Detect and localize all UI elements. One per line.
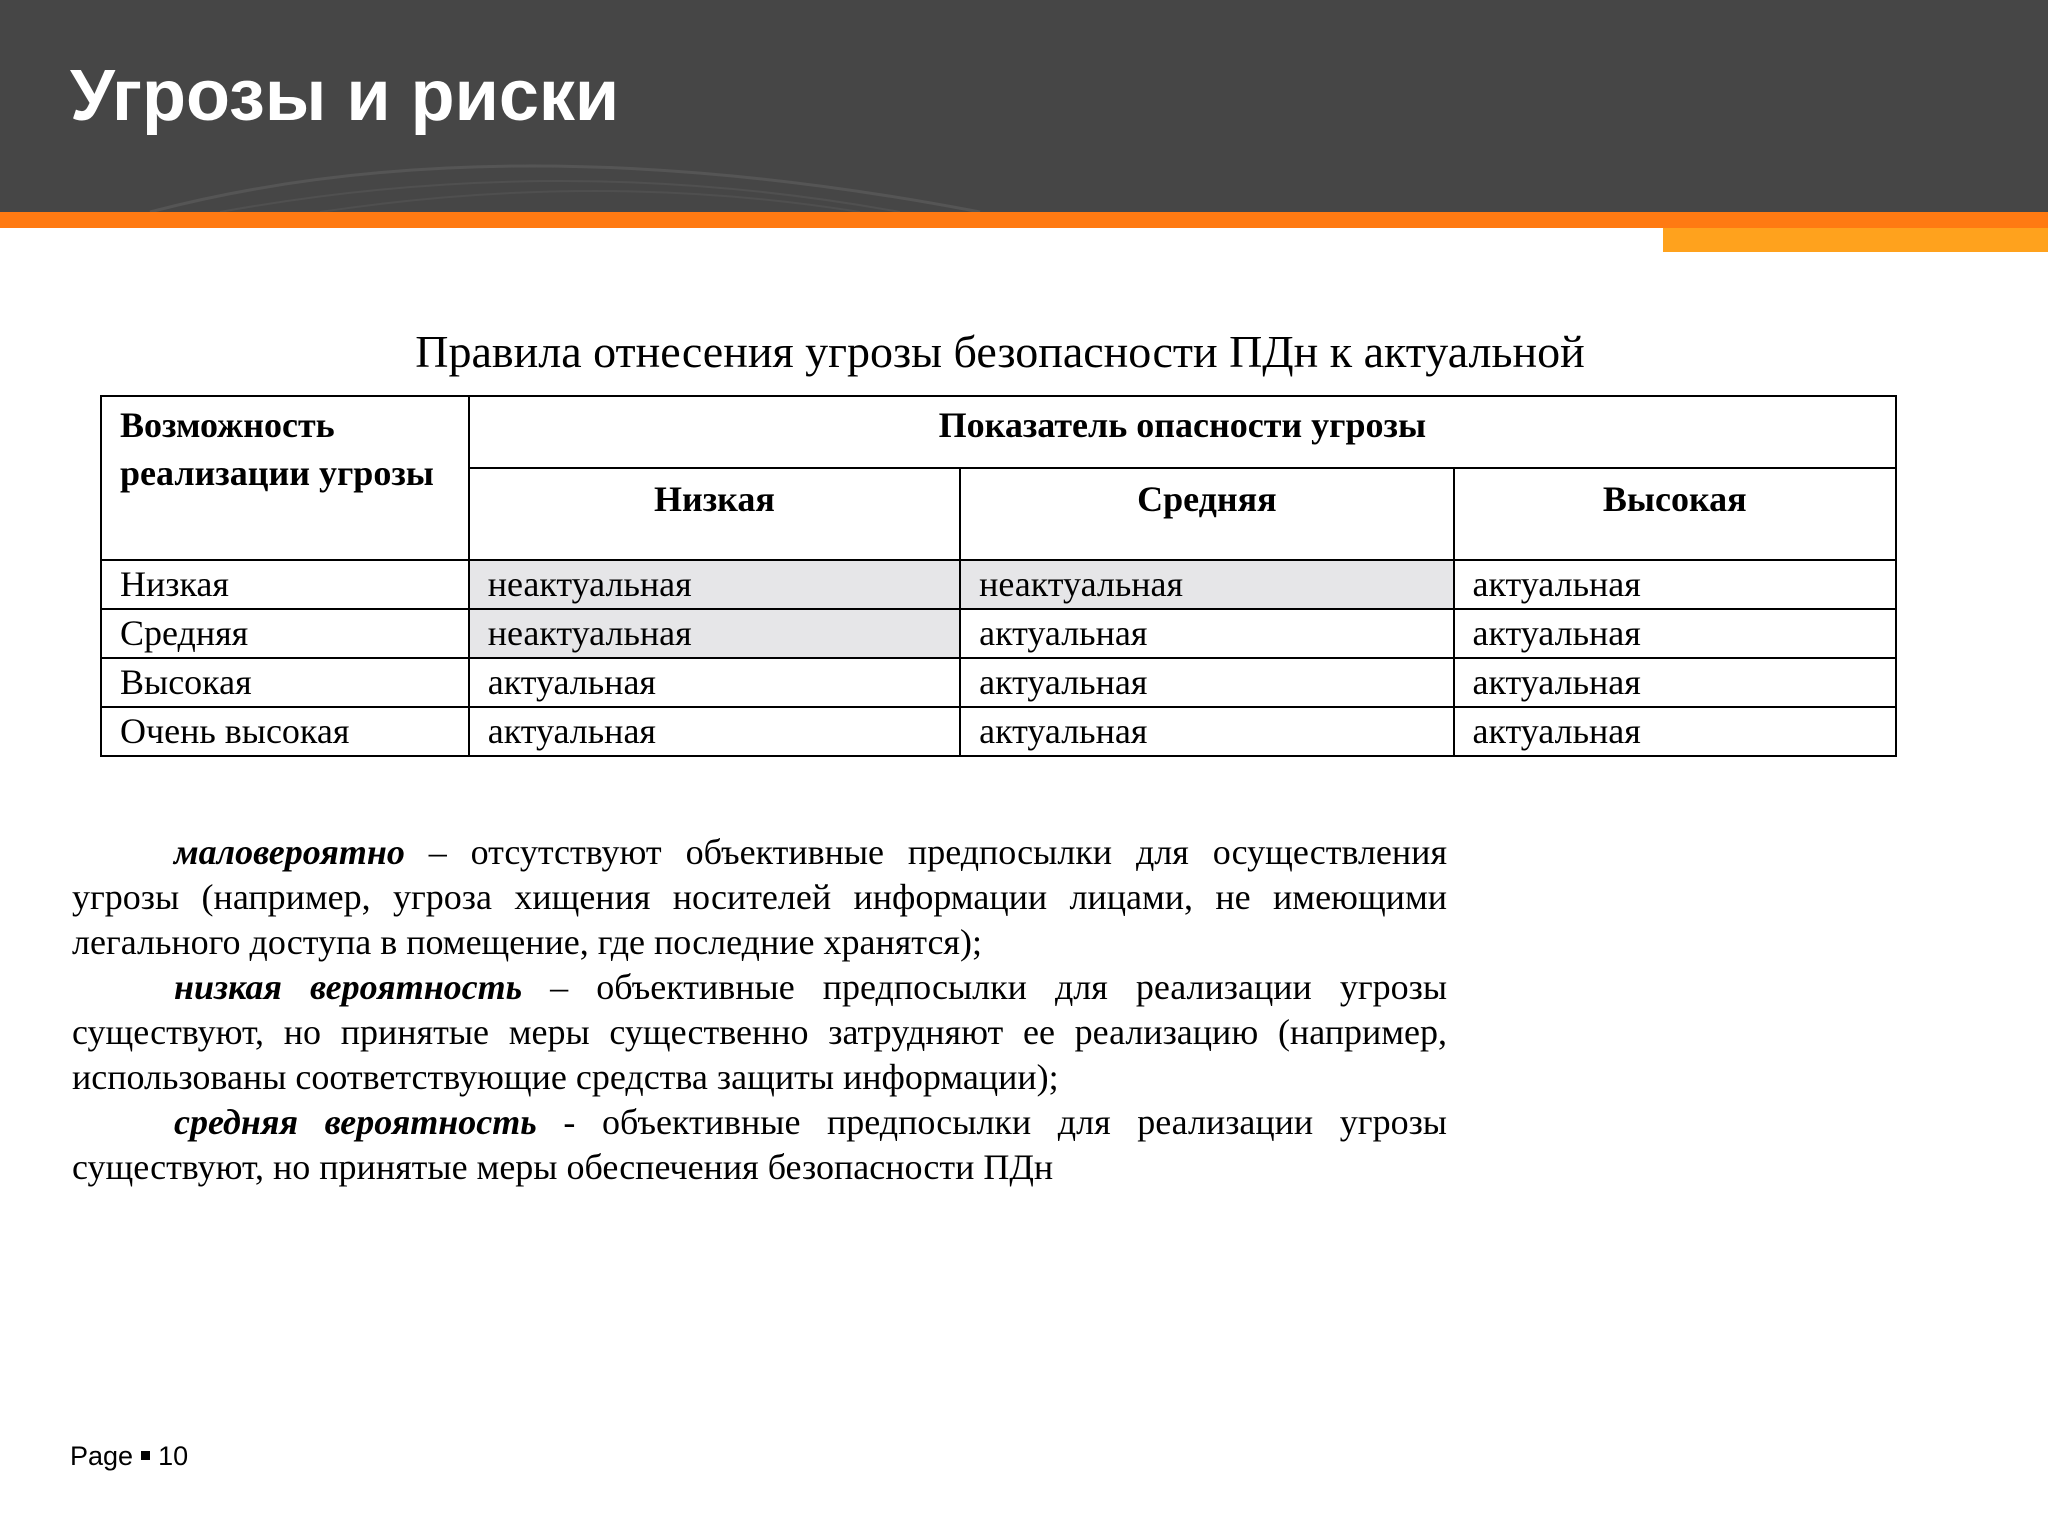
table-caption: Правила отнесения угрозы безопасности ПДн к актуальной	[415, 326, 1585, 377]
threat-relevance-table	[100, 395, 1897, 757]
table-row	[101, 609, 1896, 658]
row-label: Очень высокая	[101, 707, 469, 756]
table-cell: актуальная	[1454, 560, 1896, 609]
page-label: Page	[70, 1441, 134, 1471]
page-footer	[70, 1438, 188, 1474]
group-header: Показатель опасности угрозы	[469, 396, 1896, 468]
definition-paragraph	[72, 1100, 1447, 1190]
table-row	[101, 658, 1896, 707]
table-row	[101, 707, 1896, 756]
definition-body: - объективные предпосылки для реализации угрозы существуют, но принятые меры обеспечения безопасности ПДн	[72, 1102, 1447, 1187]
yellow-accent-block	[1663, 228, 2048, 252]
orange-accent-bar	[0, 212, 2048, 228]
row-label: Средняя	[101, 609, 469, 658]
definition-paragraph	[72, 965, 1447, 1100]
table-row	[101, 560, 1896, 609]
table-header-row-1	[101, 396, 1896, 468]
table-cell: актуальная	[960, 609, 1453, 658]
table-cell: актуальная	[960, 658, 1453, 707]
table-cell: неактуальная	[469, 609, 960, 658]
table-cell: актуальная	[960, 707, 1453, 756]
page-number: 10	[158, 1441, 189, 1471]
definition-body: – объективные предпосылки для реализации угрозы существуют, но принятые меры существенно затрудняют ее реализацию (например, использованы соответствующие средства защиты информации);	[72, 967, 1448, 1097]
row-label: Низкая	[101, 560, 469, 609]
table-cell: неактуальная	[469, 560, 960, 609]
slide-title: Угрозы и риски	[70, 56, 620, 136]
table-cell: актуальная	[1454, 658, 1896, 707]
table-cell: актуальная	[1454, 707, 1896, 756]
definition-term: низкая вероятность	[174, 967, 523, 1007]
header-band	[0, 0, 2048, 212]
table-cell: актуальная	[469, 707, 960, 756]
table-cell: неактуальная	[960, 560, 1453, 609]
definition-term: маловероятно	[174, 832, 405, 872]
table-cell: актуальная	[469, 658, 960, 707]
table-caption-container	[100, 322, 2000, 382]
row-label: Высокая	[101, 658, 469, 707]
bullet-square-icon	[141, 1451, 150, 1460]
column-header: Низкая	[469, 468, 960, 560]
table-cell: актуальная	[1454, 609, 1896, 658]
column-header: Средняя	[960, 468, 1453, 560]
definition-paragraph	[72, 830, 1447, 965]
definition-body: – отсутствуют объективные предпосылки для осуществления угрозы (например, угроза хищения носителей информации лицами, не имеющими легального доступа в помещение, где последние хранятся);	[72, 832, 1447, 962]
definitions-text	[72, 830, 1447, 1190]
corner-header: Возможность реализации угрозы	[101, 396, 469, 560]
definition-term: средняя вероятность	[174, 1102, 537, 1142]
column-header: Высокая	[1454, 468, 1896, 560]
